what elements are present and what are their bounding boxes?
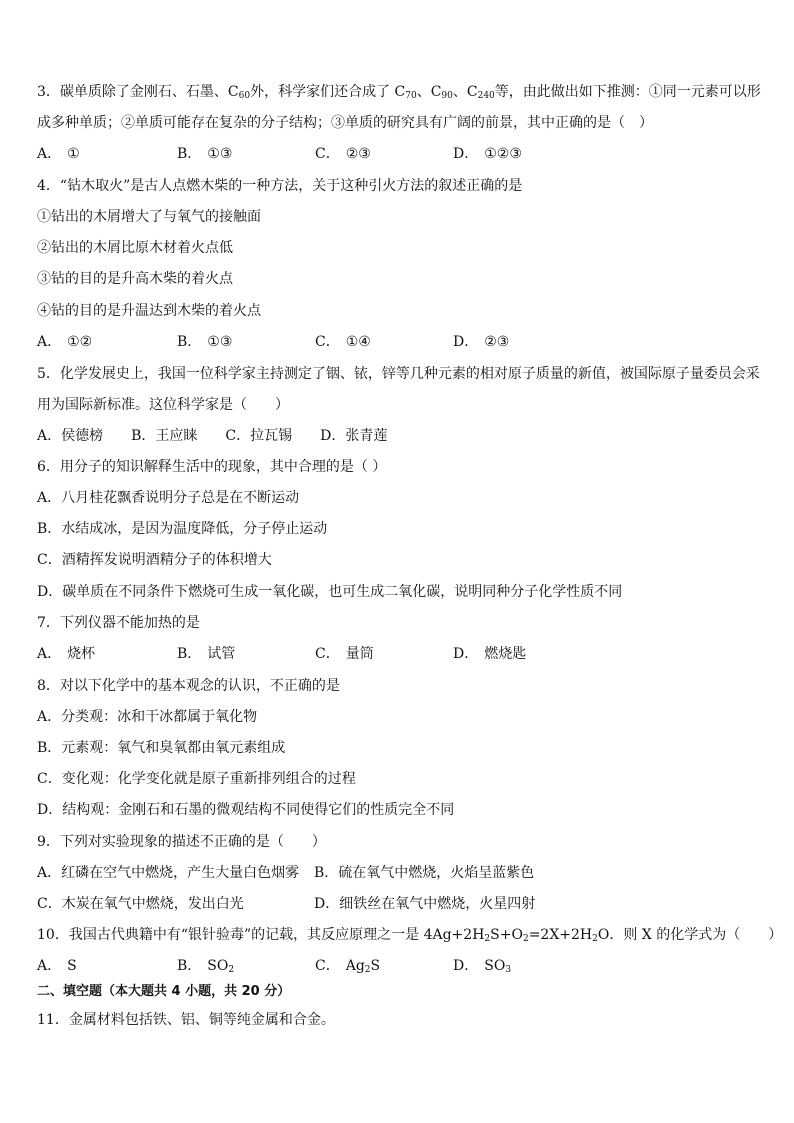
q6-option-d: D．碳单质在不同条件下燃烧可生成一氧化碳，也可生成二氧化碳，说明同种分子化学性质不同: [37, 584, 623, 600]
q4-item-1: ①钻出的木屑增大了与氧气的接触面: [37, 209, 261, 225]
q3-option-d: D． ①②③: [453, 146, 522, 162]
q10-options: [37, 957, 757, 975]
q4-options: [37, 333, 757, 351]
q6-option-b: B．水结成冰，是因为温度降低，分子停止运动: [37, 521, 328, 537]
q8-option-c: C．变化观：化学变化就是原子重新排列组合的过程: [37, 771, 356, 787]
q10-option-a: A． S: [37, 958, 77, 974]
q4-item-3: ③钻的目的是升高木柴的着火点: [37, 271, 233, 287]
q7-option-a: A． 烧杯: [37, 646, 96, 662]
q6-option-c: C．酒精挥发说明酒精分子的体积增大: [37, 552, 272, 568]
q8-stem: 8．对以下化学中的基本观念的认识，不正确的是: [37, 678, 340, 694]
q3-stem-line2: 成多种单质；②单质可能存在复杂的分子结构；③单质的研究具有广阔的前景，其中正确的是（ ）: [37, 115, 653, 131]
q3-option-a: A． ①: [37, 146, 80, 162]
q8-option-b: B．元素观：氧气和臭氧都由氧元素组成: [37, 740, 286, 756]
q10-option-c: C． $Ag_2S$: [315, 958, 381, 975]
q4-item-4: ④钻的目的是升温达到木柴的着火点: [37, 303, 261, 319]
q6-stem: 6．用分子的知识解释生活中的现象，其中合理的是（ ）: [37, 459, 387, 475]
q4-option-a: A． ①②: [37, 334, 93, 350]
q8-option-a: A．分类观：冰和干冰都属于氧化物: [37, 709, 258, 725]
q10-stem: 10．我国古代典籍中有“银针验毒”的记载，其反应原理之一是 $4Ag+2H_2S+O_2=2X+2H_2O$．则 X 的化学式为（ ）: [37, 927, 783, 944]
q5-stem-line2: 用为国际新标准。这位科学家是（ ）: [37, 397, 289, 413]
q3-stem-line1: 3．碳单质除了金刚石、石墨、$C_{60}$外，科学家们还合成了 $C_{70}$、$C_{90}$、$C_{240}$等，由此做出如下推测：①同一元素可以形: [37, 84, 761, 101]
q9-options-row2: [37, 895, 757, 913]
q11-stem: 11．金属材料包括铁、铝、铜等纯金属和合金。: [37, 1012, 335, 1028]
q3-option-c: C． ②③: [315, 146, 371, 162]
q4-option-b: B． ①③: [177, 334, 233, 350]
q5-options: A．侯德榜 B．王应睐 C．拉瓦锡 D．张青莲: [37, 428, 388, 444]
q9-option-a: A．红磷在空气中燃烧，产生大量白色烟雾: [37, 865, 300, 881]
q9-stem: 9．下列对实验现象的描述不正确的是（ ）: [37, 834, 326, 850]
q4-stem: 4．“钻木取火”是古人点燃木柴的一种方法，关于这种引火方法的叙述正确的是: [37, 178, 523, 194]
q4-option-c: C． ①④: [315, 334, 371, 350]
q10-option-d: D． $SO_3$: [453, 958, 512, 975]
q10-option-b: B． $SO_2$: [177, 958, 235, 975]
q3-option-b: B． ①③: [177, 146, 233, 162]
q3-options: [37, 145, 757, 163]
q9-options-row1: [37, 864, 757, 882]
q7-option-d: D． 燃烧匙: [453, 646, 527, 662]
q4-item-2: ②钻出的木屑比原木材着火点低: [37, 240, 233, 256]
q7-option-b: B． 试管: [177, 646, 236, 662]
q5-stem-line1: 5．化学发展史上，我国一位科学家主持测定了铟、铱，锌等几种元素的相对原子质量的新值，被国际原子量委员会采: [37, 366, 760, 382]
q7-stem: 7．下列仪器不能加热的是: [37, 615, 200, 631]
q9-option-c: C．木炭在氧气中燃烧，发出白光: [37, 896, 244, 912]
q8-option-d: D．结构观：金刚石和石墨的微观结构不同使得它们的性质完全不同: [37, 802, 455, 818]
section-2-title: 二、填空题（本大题共 4 小题，共 20 分）: [37, 984, 291, 999]
q4-option-d: D． ②③: [453, 334, 510, 350]
q9-option-b: B．硫在氧气中燃烧，火焰呈蓝紫色: [314, 865, 535, 881]
q6-option-a: A．八月桂花飘香说明分子总是在不断运动: [37, 490, 300, 506]
q9-option-d: D．细铁丝在氧气中燃烧，火星四射: [314, 896, 536, 912]
q7-option-c: C． 量筒: [315, 646, 374, 662]
q7-options: [37, 645, 757, 663]
